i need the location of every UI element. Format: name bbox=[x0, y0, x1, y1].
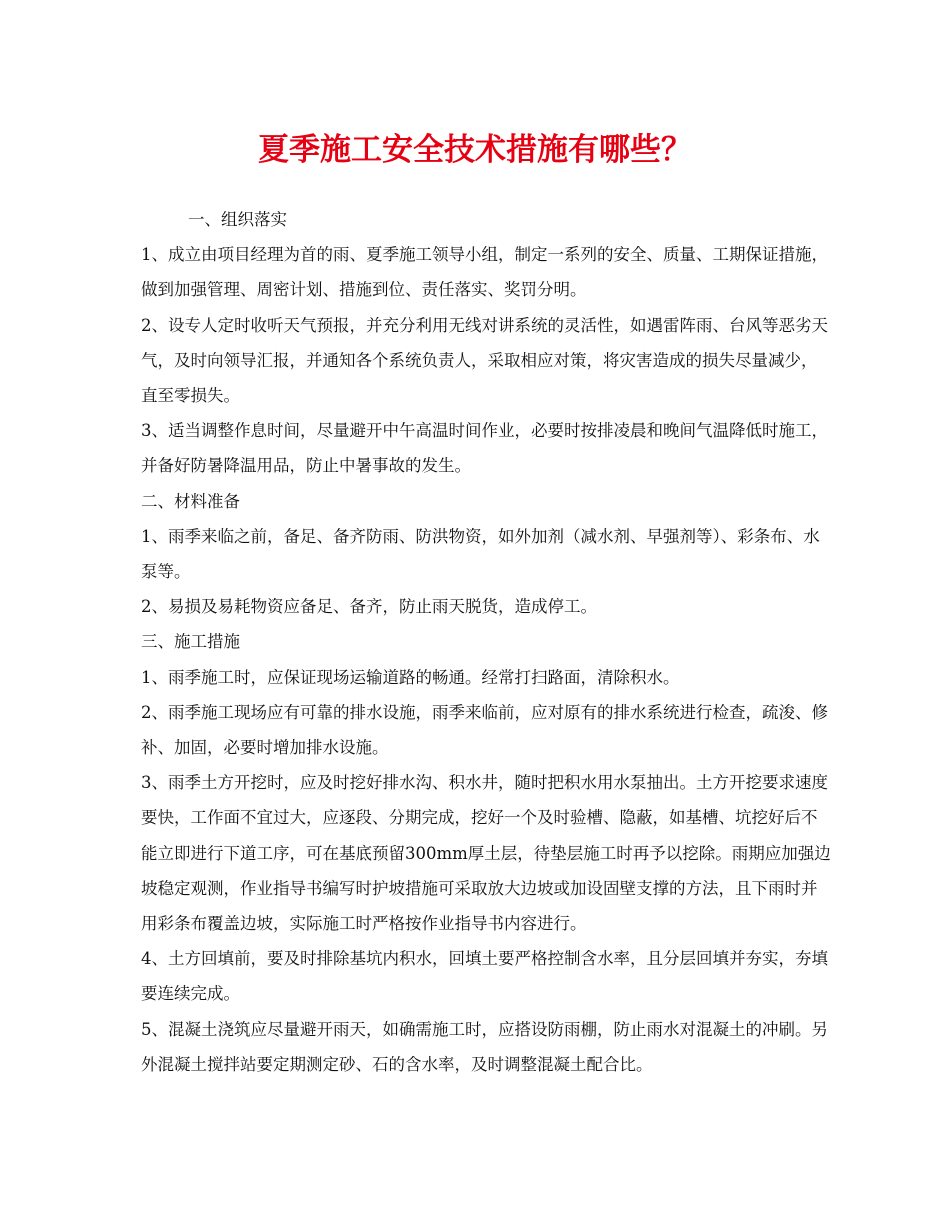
paragraph-construction-3: 3、雨季土方开挖时，应及时挖好排水沟、积水井，随时把积水用水泵抽出。土方开挖要求速度要快，工作面不宜过大，应逐段、分期完成，挖好一个及时验槽、隐蔽，如基槽、坑挖好后不能立即进行下道工序，可在基底预留300mm厚土层，待垫层施工时再予以挖除。雨期应加强边坡稳定观测，作业指导书编写时护坡措施可采取放大边坡或加设固壁支撑的方法，且下雨时并用彩条布覆盖边坡，实际施工时严格按作业指导书内容进行。 bbox=[141, 773, 831, 934]
paragraph-construction-1: 1、雨季施工时，应保证现场运输道路的畅通。经常打扫路面，清除积水。 bbox=[141, 667, 680, 687]
paragraph-construction-4: 4、土方回填前，要及时排除基坑内积水，回填土要严格控制含水率，且分层回填并夯实，夯填要连续完成。 bbox=[141, 949, 828, 1004]
paragraph-org-2: 2、设专人定时收听天气预报，并充分利用无线对讲系统的灵活性，如遇雷阵雨、台风等恶劣天气，及时向领导汇报，并通知各个系统负责人，采取相应对策，将灾害造成的损失尽量减少，直至零损失。 bbox=[141, 315, 828, 406]
paragraph-org-1: 1、成立由项目经理为首的雨、夏季施工领导小组，制定一系列的安全、质量、工期保证措施，做到加强管理、周密计划、措施到位、责任落实、奖罚分明。 bbox=[141, 245, 828, 300]
paragraph-org-3: 3、适当调整作息时间，尽量避开中午高温时间作业，必要时按排凌晨和晚间气温降低时施工，并备好防暑降温用品，防止中暑事故的发生。 bbox=[141, 421, 828, 476]
section-heading-construction: 三、施工措施 bbox=[141, 632, 240, 652]
paragraph-construction-2: 2、雨季施工现场应有可靠的排水设施，雨季来临前，应对原有的排水系统进行检查，疏浚、修补、加固，必要时增加排水设施。 bbox=[141, 702, 828, 758]
paragraph-materials-2: 2、易损及易耗物资应备足、备齐，防止雨天脱货，造成停工。 bbox=[141, 597, 597, 617]
paragraph-materials-1: 1、雨季来临之前，备足、备齐防雨、防洪物资，如外加剂（减水剂、早强剂等）、彩条布、水泵等。 bbox=[141, 526, 820, 582]
section-heading-materials: 二、材料准备 bbox=[141, 491, 240, 511]
document-title: 夏季施工安全技术措施有哪些？ bbox=[258, 132, 692, 168]
document-body bbox=[141, 202, 831, 1082]
section-heading-organization: 一、组织落实 bbox=[188, 210, 287, 229]
paragraph-construction-5: 5、混凝土浇筑应尽量避开雨天，如确需施工时，应搭设防雨棚，防止雨水对混凝土的冲刷。另外混凝土搅拌站要定期测定砂、石的含水率，及时调整混凝土配合比。 bbox=[141, 1019, 828, 1074]
